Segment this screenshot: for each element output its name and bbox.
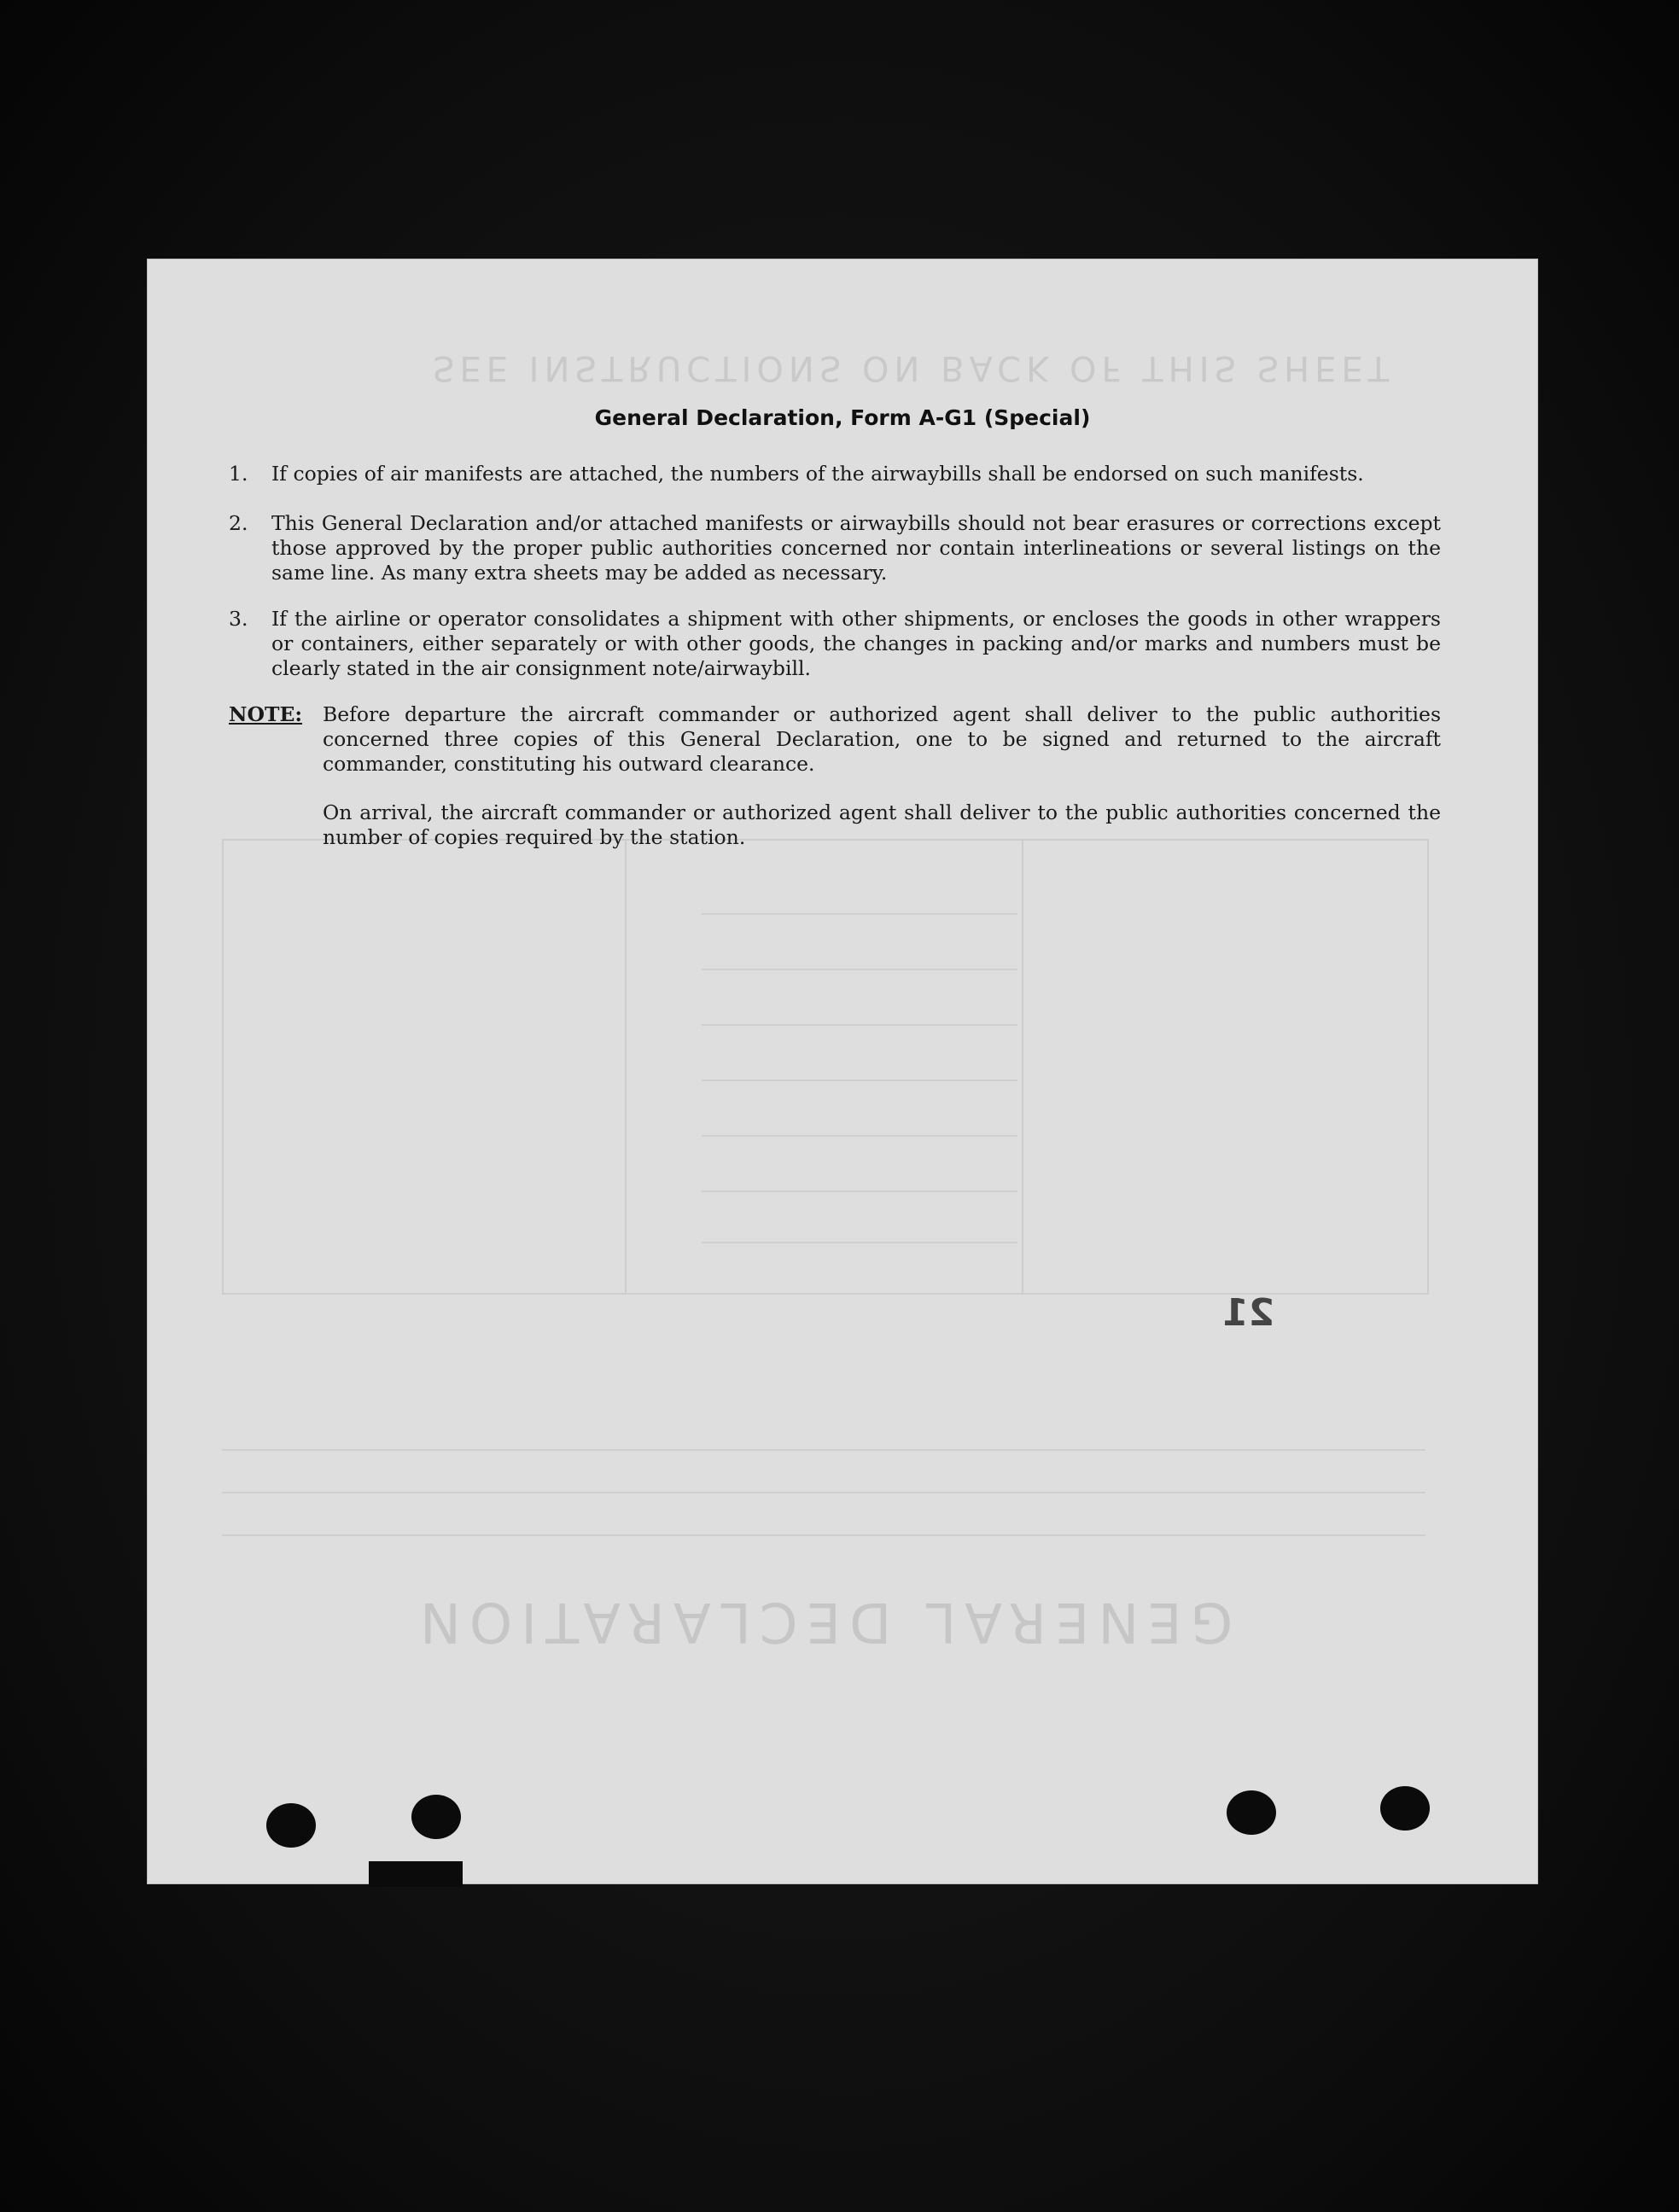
item-number: 2. — [229, 511, 248, 535]
note-label: NOTE: — [229, 702, 303, 726]
punch-hole — [411, 1795, 461, 1839]
bleed-through-heading: SEE INSTRUCTIONS ON BACK OF THIS SHEET — [433, 348, 1395, 387]
bleed-through-table — [222, 839, 1429, 1295]
item-number: 3. — [229, 607, 248, 631]
punch-hole — [266, 1803, 316, 1848]
document-title: General Declaration, Form A-G1 (Special) — [594, 405, 1091, 430]
bleed-through-big-heading: GENERAL DECLARATION — [411, 1590, 1233, 1653]
binding-tab — [369, 1861, 463, 1887]
bleed-through-mark: 21 — [1222, 1291, 1275, 1335]
item-number: 1. — [229, 462, 248, 486]
item-text: This General Declaration and/or attached manifests or airwaybills should not bear erasures or corrections except those approved by the proper public authorities concerned nor contain interlineations or several listings on the same line. As many extra sheets may be added as necessary. — [271, 511, 1441, 585]
note-section — [229, 702, 1441, 777]
punch-hole — [1227, 1790, 1276, 1835]
instruction-item-2 — [229, 511, 1441, 585]
punch-hole — [1380, 1786, 1430, 1831]
arrival-paragraph: On arrival, the aircraft commander or authorized agent shall deliver to the public authorities concerned the number of copies required by the station. — [323, 800, 1441, 849]
instruction-item-3 — [229, 607, 1441, 681]
item-text: If copies of air manifests are attached, the numbers of the airwaybills shall be endorsed on such manifests. — [271, 462, 1364, 486]
document-page — [147, 259, 1538, 1884]
instruction-item-1 — [229, 462, 1441, 486]
item-text: If the airline or operator consolidates a shipment with other shipments, or encloses the goods in other wrappers or containers, either separately or with other goods, the changes in packing and/or marks and numbers must be clearly stated in the air consignment note/airwaybill. — [271, 607, 1441, 680]
note-text: Before departure the aircraft commander or authorized agent shall deliver to the public authorities concerned three copies of this General Declaration, one to be signed and returned to the aircraft commander, constituting his outward clearance. — [323, 702, 1441, 776]
